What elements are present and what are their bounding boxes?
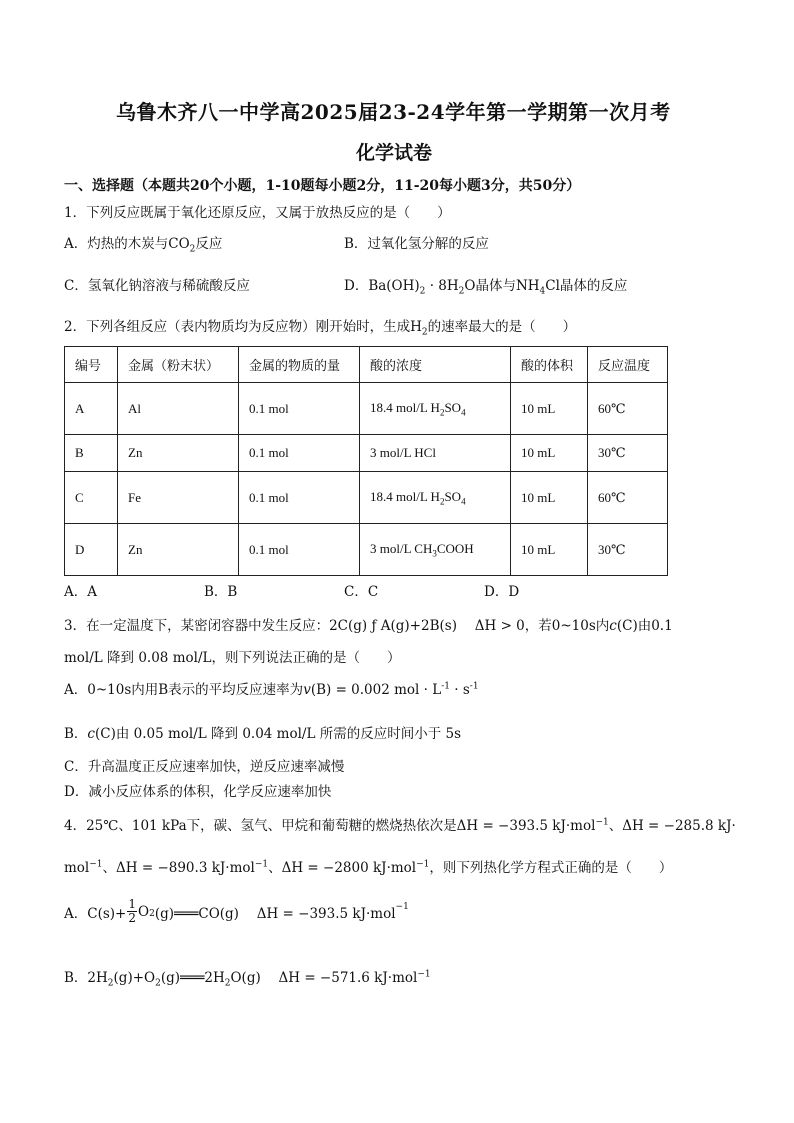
table-header-id: 编号: [65, 347, 118, 383]
acid-mid: COOH: [436, 540, 474, 556]
q2-stem-sub: 2: [421, 327, 428, 338]
q3-a-pre: A．0~10s内用B表示的平均反应速率为: [64, 682, 304, 698]
row-temp: 60℃: [588, 383, 668, 435]
table-header-amount: 金属的物质的量: [239, 347, 360, 383]
q3-l1-post: (C)由0.1: [616, 618, 673, 634]
acid-mid: SO: [444, 488, 462, 504]
q4-l2-pre: mol: [64, 860, 90, 876]
row-amount: 0.1 mol: [239, 383, 360, 435]
table-header-temp: 反应温度: [588, 347, 668, 383]
row-amount: 0.1 mol: [239, 435, 360, 472]
q3-option-c[interactable]: C．升高温度正反应速率加快，逆反应速率减慢: [64, 759, 345, 775]
q3-b-c: c: [87, 726, 95, 742]
q2-stem-post: 的速率最大的是（ ）: [427, 319, 577, 335]
q3-stem-line2: mol/L 降到 0.08 mol/L，则下列说法正确的是（ ）: [64, 650, 401, 666]
q4-a-den: 2: [128, 911, 136, 925]
table-header-acid-volume: 酸的体积: [511, 347, 588, 383]
q4-l2-mid2: 、ΔH = −2800 kJ·mol: [268, 860, 417, 876]
row-volume: 10 mL: [511, 383, 588, 435]
q1-d-post: Cl晶体的反应: [545, 278, 628, 294]
q2-option-c[interactable]: C．C: [344, 584, 379, 600]
q4-a-fraction: [127, 898, 137, 925]
q4-stem-line1: [64, 814, 736, 834]
row-volume: 10 mL: [511, 524, 588, 576]
row-amount: 0.1 mol: [239, 524, 360, 576]
q1-option-b[interactable]: B．过氧化氢分解的反应: [344, 236, 489, 252]
acid-sub2: 4: [461, 407, 466, 418]
q4-b-pre: B．2H: [64, 970, 108, 986]
q4-l2-sup1: −1: [89, 859, 103, 870]
reaction-table: [64, 346, 668, 576]
q2-option-d[interactable]: D．D: [484, 584, 520, 600]
q3-option-b[interactable]: [64, 722, 461, 742]
acid-pre: 3 mol/L HCl: [370, 445, 436, 460]
row-id: D: [65, 524, 118, 576]
q2-option-b[interactable]: B．B: [204, 584, 238, 600]
q4-a-pre: A．C(s)+: [64, 905, 127, 922]
q1-a-text: A．灼热的木炭与CO: [64, 236, 190, 252]
row-id: C: [65, 472, 118, 524]
table-row: [65, 435, 668, 472]
q4-l2-sup2: −1: [254, 859, 269, 870]
q1-d-mid2: O晶体与NH: [464, 278, 540, 294]
row-temp: 30℃: [588, 435, 668, 472]
table-row: [65, 383, 668, 435]
section-heading: 一、选择题（本题共20个小题，1-10题每小题2分，11-20每小题3分，共50分）: [64, 178, 581, 194]
row-volume: 10 mL: [511, 435, 588, 472]
q4-a-mid: O: [138, 903, 150, 920]
row-acid: [360, 524, 511, 576]
q4-l2-mid1: 、ΔH = −890.3 kJ·mol: [102, 860, 255, 876]
row-acid: [360, 435, 511, 472]
q3-b-post: (C)由 0.05 mol/L 降到 0.04 mol/L 所需的反应时间小于 5s: [94, 726, 462, 742]
acid-mid: SO: [444, 399, 462, 415]
q4-option-a[interactable]: [64, 898, 409, 925]
q1-d-sub2: 2: [458, 286, 465, 297]
q4-b-sub2: 2: [155, 978, 161, 989]
q1-d-sub3: 4: [539, 286, 546, 297]
q4-a-sub: 2: [149, 909, 155, 919]
acid-sub: 2: [439, 407, 445, 418]
row-metal: Zn: [118, 524, 239, 576]
q1-option-d[interactable]: [344, 274, 627, 297]
q3-a-mid: (B) = 0.002 mol · L: [310, 682, 442, 698]
row-temp: 30℃: [588, 524, 668, 576]
acid-pre: 18.4 mol/L H: [370, 488, 440, 504]
q4-stem-line2: [64, 856, 672, 876]
q1-d-mid: · 8H: [425, 278, 459, 294]
q3-a-v: v: [303, 682, 311, 698]
row-amount: 0.1 mol: [239, 472, 360, 524]
q4-l1-sup1: −1: [595, 817, 609, 828]
q4-b-sup: −1: [417, 969, 431, 980]
row-acid: [360, 472, 511, 524]
q3-a-mid2: · s: [449, 682, 470, 698]
table-header-metal: 金属（粉末状）: [118, 347, 239, 383]
acid-sub2: 4: [461, 496, 466, 507]
table-header-acid-conc: 酸的浓度: [360, 347, 511, 383]
q4-a-sup: −1: [395, 902, 409, 912]
q1-option-a[interactable]: [64, 232, 222, 255]
row-id: A: [65, 383, 118, 435]
row-volume: 10 mL: [511, 472, 588, 524]
q3-b-pre: B．: [64, 726, 88, 742]
q2-option-a[interactable]: A．A: [64, 584, 97, 600]
row-metal: Zn: [118, 435, 239, 472]
q4-l2-post: ，则下列热化学方程式正确的是（ ）: [429, 860, 673, 876]
q4-l1-pre: 4．25℃、101 kPa下，碳、氢气、甲烷和葡萄糖的燃烧热依次是ΔH = −393.5 kJ·mol: [64, 818, 596, 834]
q1-a-post: 反应: [195, 236, 223, 252]
q4-option-b[interactable]: [64, 966, 431, 989]
q4-l2-sup3: −1: [416, 859, 430, 870]
q4-b-post: O(g) ΔH = −571.6 kJ·mol: [230, 970, 418, 986]
q3-option-a[interactable]: [64, 678, 479, 698]
table-row: [65, 472, 668, 524]
row-metal: Fe: [118, 472, 239, 524]
q3-stem-line1: [64, 614, 673, 634]
q1-d-sub1: 2: [419, 286, 426, 297]
q4-b-mid2: (g)═══2H: [160, 970, 225, 986]
q2-stem: [64, 315, 576, 338]
table-header-row: [65, 347, 668, 383]
acid-pre: 3 mol/L CH: [370, 540, 433, 556]
q4-l1-mid: 、ΔH = −285.8 kJ·: [608, 818, 736, 834]
q2-stem-pre: 2．下列各组反应（表内物质均为反应物）刚开始时，生成H: [64, 319, 422, 335]
q3-l1-c: c: [609, 618, 617, 634]
row-id: B: [65, 435, 118, 472]
q4-b-sub1: 2: [107, 978, 114, 989]
row-temp: 60℃: [588, 472, 668, 524]
q1-a-sub: 2: [189, 244, 196, 255]
q4-a-num: 1: [128, 897, 136, 911]
q1-option-c[interactable]: C．氢氧化钠溶液与稀硫酸反应: [64, 278, 250, 294]
page-subtitle: 化学试卷: [356, 142, 433, 164]
page-title: 乌鲁木齐八一中学高2025届23-24学年第一学期第一次月考: [116, 100, 671, 124]
q1-d-pre: D．Ba(OH): [344, 278, 420, 294]
q3-a-sup1: -1: [441, 681, 450, 692]
q1-stem: 1．下列反应既属于氧化还原反应，又属于放热反应的是（ ）: [64, 205, 451, 221]
acid-pre: 18.4 mol/L H: [370, 399, 440, 415]
q4-a-post: (g)═══CO(g) ΔH = −393.5 kJ·mol: [154, 905, 396, 922]
q4-b-mid1: (g)+O: [113, 970, 156, 986]
table-row: [65, 524, 668, 576]
q4-b-sub3: 2: [224, 978, 231, 989]
row-acid: [360, 383, 511, 435]
acid-sub: 3: [432, 548, 437, 559]
q3-option-d[interactable]: D．减小反应体系的体积，化学反应速率加快: [64, 784, 332, 800]
q3-a-sup2: -1: [469, 681, 479, 692]
q3-l1-pre: 3．在一定温度下，某密闭容器中发生反应：2C(g) ƒ A(g)+2B(s) ΔH > 0，若0~10s内: [64, 618, 610, 634]
row-metal: Al: [118, 383, 239, 435]
acid-sub: 2: [439, 496, 445, 507]
